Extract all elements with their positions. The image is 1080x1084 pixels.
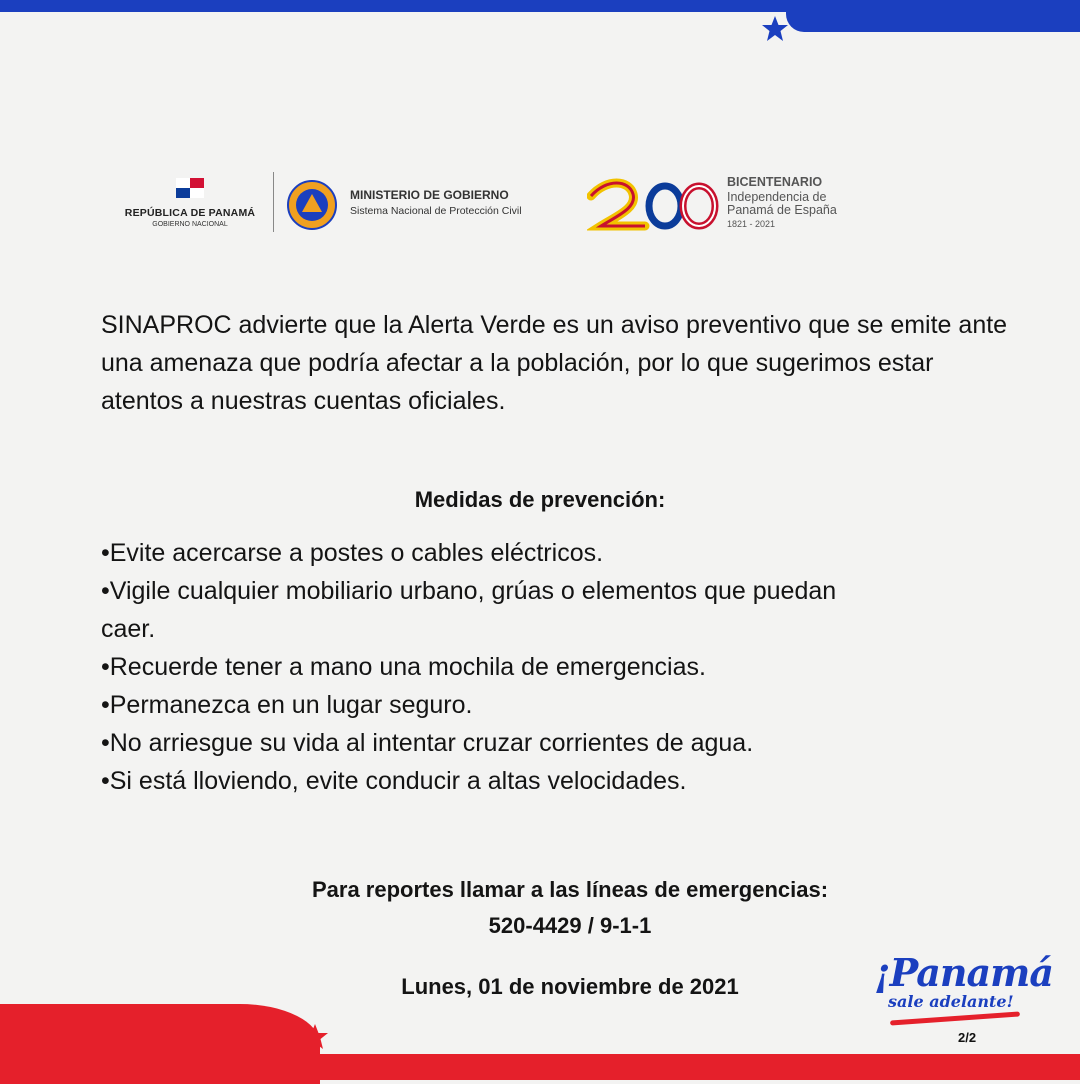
logo-divider (273, 172, 274, 232)
republica-logo (115, 178, 265, 228)
bicentenario-ribbon-icon (587, 174, 722, 234)
civil-protection-seal-icon (287, 180, 337, 230)
republica-subtitle: GOBIERNO NACIONAL (152, 221, 228, 228)
bottom-decorative-bar (0, 1054, 1080, 1080)
panama-sale-adelante-logo (870, 950, 1055, 1030)
slogan-sub: sale adelante! (888, 992, 1014, 1011)
prevention-list (101, 534, 981, 800)
star-icon (300, 1022, 330, 1052)
ministerio-subtitle: Sistema Nacional de Protección Civil (350, 205, 522, 217)
list-item: •Permanezca en un lugar seguro. (101, 691, 473, 719)
slogan-swoosh (890, 1011, 1020, 1025)
header-logos (115, 168, 875, 240)
top-decorative-tab (786, 0, 1080, 32)
bicentenario-years: 1821 - 2021 (727, 218, 776, 229)
slogan-main: ¡Panamá (874, 950, 1053, 995)
bicentenario-line2: Panamá de España (727, 203, 837, 217)
prevention-heading: Medidas de prevención: (414, 487, 666, 512)
emergency-phones: 520-4429 / 9-1-1 (488, 913, 652, 938)
bicentenario-line1: Independencia de (727, 189, 827, 204)
alert-paragraph: SINAPROC advierte que la Alerta Verde es un aviso preventivo que se emite ante una amenaza que podría afectar a la población, por lo que sugerimos estar atentos a nuestras cuentas oficiales. (101, 311, 1008, 415)
list-item: •No arriesgue su vida al intentar cruzar corrientes de agua. (101, 729, 754, 757)
ministerio-title: MINISTERIO DE GOBIERNO (350, 188, 509, 202)
emergency-report (0, 872, 1080, 944)
bicentenario-logo (727, 176, 837, 229)
list-item: •Si está lloviendo, evite conducir a altas velocidades. (101, 767, 687, 795)
publication-date: Lunes, 01 de noviembre de 2021 (401, 974, 739, 999)
republica-title: REPÚBLICA DE PANAMÁ (124, 207, 256, 219)
panama-flag-icon (176, 178, 204, 198)
page-indicator: 2/2 (958, 1030, 977, 1045)
bicentenario-title: BICENTENARIO (727, 175, 823, 189)
list-item: •Evite acercarse a postes o cables eléctricos. (101, 539, 604, 567)
star-icon (760, 14, 790, 44)
list-item: •Vigile cualquier mobiliario urbano, grúas o elementos que puedan caer. (101, 577, 837, 643)
ministerio-logo (350, 188, 522, 217)
list-item: •Recuerde tener a mano una mochila de emergencias. (101, 653, 706, 681)
report-line: Para reportes llamar a las líneas de emergencias: (311, 877, 829, 902)
